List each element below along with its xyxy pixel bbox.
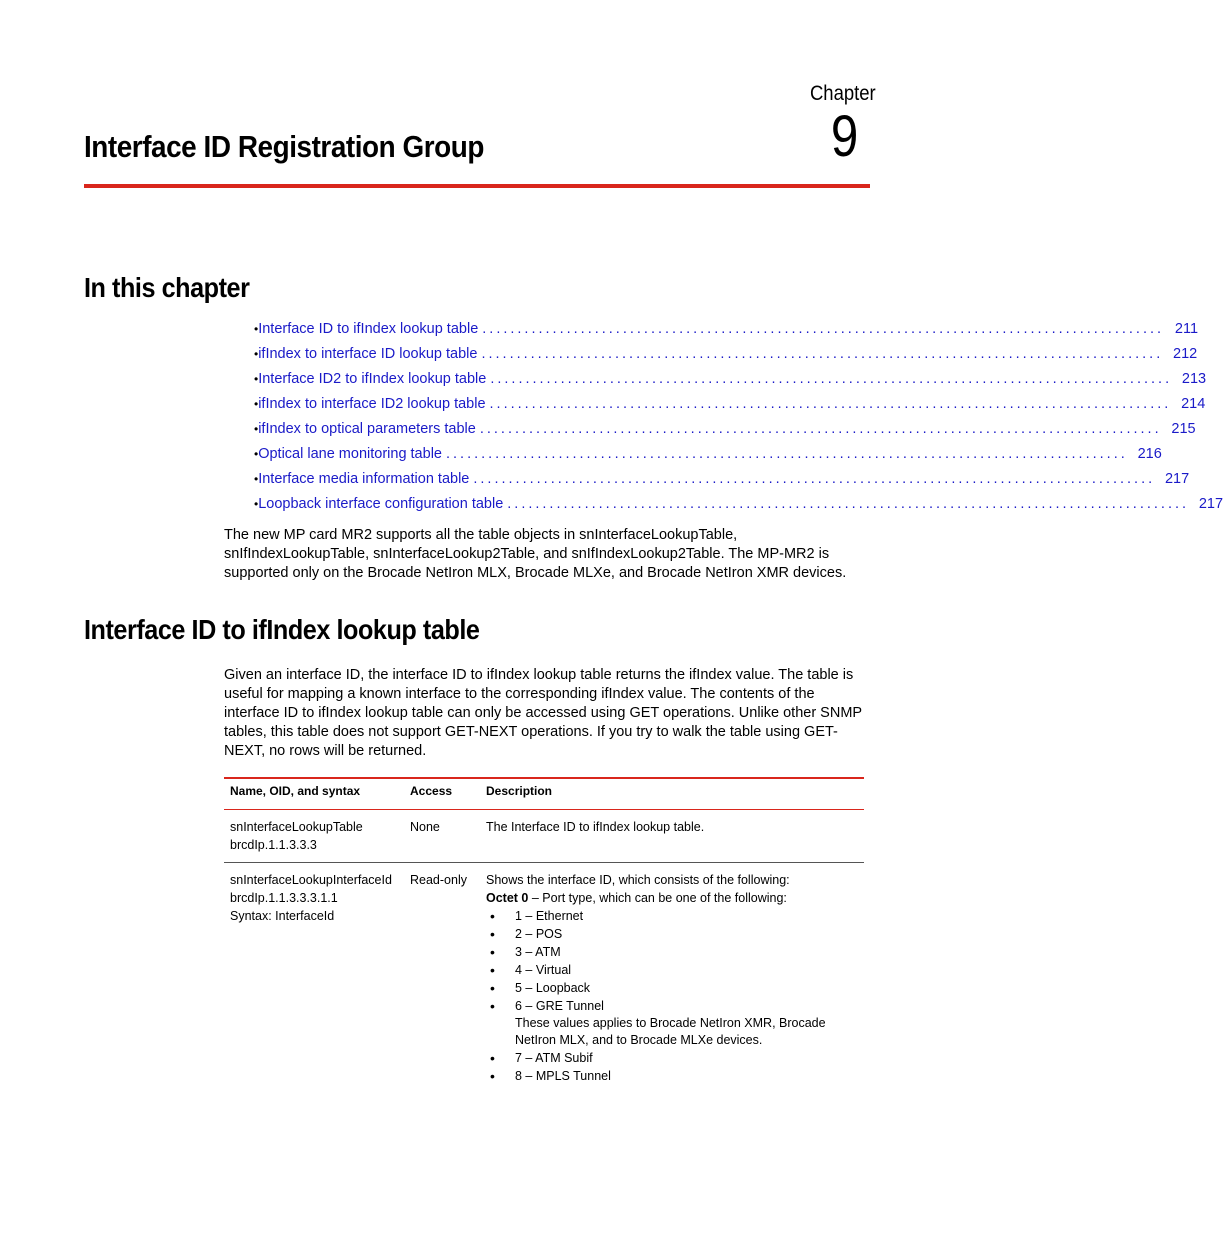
- toc-leader: [473, 471, 1155, 487]
- list-item-text: 4 – Virtual: [515, 963, 572, 977]
- toc-item: [254, 321, 1199, 346]
- chapter-label: Chapter: [810, 82, 876, 105]
- list-item: [486, 907, 858, 925]
- list-item: [486, 1067, 858, 1085]
- cell-description: The Interface ID to ifIndex lookup table.: [486, 820, 705, 834]
- bullet-icon: •: [490, 980, 495, 996]
- bullet-icon: •: [254, 447, 259, 461]
- toc-link-ifindex-to-interface-id[interactable]: [258, 346, 1197, 362]
- octet-line: [486, 889, 858, 907]
- column-header-name: Name, OID, and syntax: [230, 784, 361, 798]
- toc-page-number: 211: [1174, 321, 1199, 337]
- bullet-icon: •: [254, 322, 259, 336]
- list-item-text: 3 – ATM: [515, 945, 561, 959]
- bullet-icon: •: [490, 1050, 495, 1066]
- toc-page-number: 214: [1181, 396, 1206, 412]
- list-item: [486, 943, 858, 961]
- toc-page-number: 217: [1198, 496, 1223, 512]
- toc-link-optical-lane-monitoring[interactable]: [258, 446, 1162, 462]
- mib-object-table: [224, 777, 864, 1093]
- toc-link-label: ifIndex to interface ID lookup table: [258, 346, 478, 362]
- section-heading: Interface ID to ifIndex lookup table: [84, 614, 480, 645]
- toc-item: [254, 496, 1223, 521]
- object-syntax: Syntax: InterfaceId: [230, 909, 335, 923]
- list-item-text: 6 – GRE Tunnel: [515, 999, 604, 1013]
- cell-access: None: [410, 820, 440, 834]
- list-item-text: 7 – ATM Subif: [515, 1051, 593, 1065]
- table-row: [224, 810, 864, 863]
- chapter-title-rule: [84, 184, 870, 188]
- list-item: [486, 979, 858, 997]
- list-item: [486, 961, 858, 979]
- toc-link-label: Interface ID2 to ifIndex lookup table: [258, 371, 487, 387]
- toc-link-loopback-interface-configuration[interactable]: [258, 496, 1223, 512]
- bullet-icon: •: [254, 422, 259, 436]
- toc-page-number: 212: [1173, 346, 1198, 362]
- cell-name: [224, 810, 404, 863]
- object-oid: brcdIp.1.1.3.3.3.1.1: [230, 891, 338, 905]
- cell-description: [480, 863, 864, 1094]
- toc-leader: [481, 346, 1163, 362]
- bullet-icon: •: [254, 472, 259, 486]
- toc-leader: [490, 396, 1172, 412]
- toc-item: [254, 471, 1190, 496]
- chapter-intro-paragraph: The new MP card MR2 supports all the table objects in snInterfaceLookupTable, snIfIndexLookupTable, snInterfaceLookup2Table, and snIfIndexLookup2Table. The MP-MR2 is supported only on the Brocade NetIron MLX, Brocade MLXe, and Brocade NetIron XMR devices.: [224, 527, 847, 581]
- bullet-icon: •: [254, 397, 259, 411]
- chapter-toc: [254, 321, 1223, 521]
- toc-page-number: 213: [1181, 371, 1207, 387]
- toc-page-number: 217: [1164, 471, 1190, 487]
- toc-item: [254, 396, 1206, 421]
- bullet-icon: •: [490, 962, 495, 978]
- toc-link-label: Optical lane monitoring table: [258, 446, 442, 462]
- toc-item: [254, 446, 1162, 471]
- device-note: These values applies to Brocade NetIron XMR, Brocade NetIron MLX, and to Brocade MLXe devices.: [515, 1016, 826, 1047]
- list-item: [486, 1049, 858, 1067]
- list-item-text: 8 – MPLS Tunnel: [515, 1069, 611, 1083]
- table-header-row: [224, 778, 864, 810]
- bullet-icon: •: [490, 908, 495, 924]
- cell-access: Read-only: [410, 873, 467, 887]
- toc-link-interface-id2-to-ifindex[interactable]: [258, 371, 1206, 387]
- chapter-number: 9: [830, 104, 858, 169]
- toc-leader: [507, 496, 1189, 512]
- toc-page-number: 215: [1171, 421, 1196, 437]
- toc-page-number: 216: [1137, 446, 1162, 462]
- list-item-text: 5 – Loopback: [515, 981, 591, 995]
- bullet-icon: •: [490, 944, 495, 960]
- column-header-access: Access: [410, 784, 453, 798]
- bullet-icon: •: [254, 347, 259, 361]
- cell-name: [224, 863, 404, 1094]
- toc-item: [254, 421, 1196, 446]
- toc-link-label: Interface ID to ifIndex lookup table: [258, 321, 479, 337]
- toc-leader: [490, 371, 1172, 387]
- octet-label: Octet 0: [486, 891, 529, 905]
- toc-link-label: Interface media information table: [258, 471, 470, 487]
- toc-item: [254, 346, 1198, 371]
- section-body-paragraph: Given an interface ID, the interface ID to ifIndex lookup table returns the ifIndex value. The table is useful for mapping a known interface to the corresponding ifIndex value. The contents of the interface ID to ifIndex lookup table can only be accessed using GET operations. Unlike other SNMP tables, this table does not support GET-NEXT operations. If you try to walk the table using GET-NEXT, no rows will be returned.: [224, 667, 862, 759]
- in-this-chapter-heading: In this chapter: [84, 272, 250, 303]
- toc-link-label: ifIndex to interface ID2 lookup table: [258, 396, 486, 412]
- bullet-icon: •: [490, 926, 495, 942]
- list-item-text: 2 – POS: [515, 927, 563, 941]
- list-item-text: 1 – Ethernet: [515, 909, 584, 923]
- bullet-icon: •: [254, 372, 259, 386]
- bullet-icon: •: [490, 1068, 495, 1084]
- toc-link-interface-media-information[interactable]: [258, 471, 1189, 487]
- bullet-icon: •: [254, 497, 259, 511]
- toc-leader: [446, 446, 1128, 462]
- toc-link-label: Loopback interface configuration table: [258, 496, 504, 512]
- object-name: snInterfaceLookupTable: [230, 820, 363, 834]
- list-item: [486, 997, 858, 1015]
- list-item: [486, 925, 858, 943]
- object-name: snInterfaceLookupInterfaceId: [230, 873, 392, 887]
- description-intro: Shows the interface ID, which consists of the following:: [486, 873, 790, 887]
- column-header-description: Description: [486, 784, 553, 798]
- port-type-list: [486, 907, 858, 1015]
- toc-leader: [480, 421, 1162, 437]
- toc-link-interface-id-to-ifindex[interactable]: [258, 321, 1198, 337]
- table-row: [224, 863, 864, 1094]
- object-oid: brcdIp.1.1.3.3.3: [230, 838, 317, 852]
- toc-link-ifindex-to-interface-id2[interactable]: [258, 396, 1205, 412]
- bullet-icon: •: [490, 998, 495, 1014]
- port-type-list-continued: [486, 1049, 858, 1085]
- toc-item: [254, 371, 1207, 396]
- toc-link-label: ifIndex to optical parameters table: [258, 421, 476, 437]
- octet-text: – Port type, which can be one of the following:: [528, 891, 787, 905]
- chapter-title: Interface ID Registration Group: [84, 129, 484, 164]
- toc-leader: [482, 321, 1164, 337]
- toc-link-ifindex-to-optical-parameters[interactable]: [258, 421, 1195, 437]
